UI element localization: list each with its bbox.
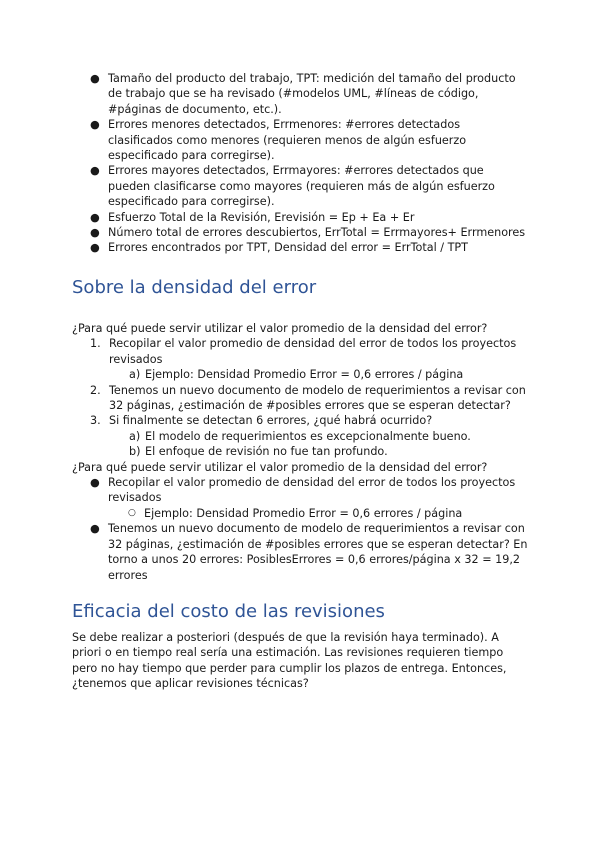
list-item [90,475,530,506]
list-item [90,117,528,163]
list-marker: 3. [90,414,101,428]
ordered-list [90,336,529,459]
bullet-icon: ● [90,164,100,178]
section-body [72,321,532,583]
section-heading: Sobre la densidad del error [72,277,317,298]
list-item-text: Recopilar el valor promedio de densidad del error de todos los proyectos revisados [109,337,517,366]
bullet-icon: ● [90,476,100,490]
list-item-text: El enfoque de revisión no fue tan profundo. [145,445,388,459]
list-item-text: Errores encontrados por TPT, Densidad del error = ErrTotal / TPT [108,241,469,255]
list-item-text: Si finalmente se detectan 6 errores, ¿qué habrá ocurrido? [109,414,433,428]
bullet-icon: ● [90,241,100,255]
bullet-icon: ● [90,210,100,224]
list-item [90,383,529,414]
list-item-text: Recopilar el valor promedio de densidad del error de todos los proyectos revisados [108,476,516,505]
list-item-text: Esfuerzo Total de la Revisión, Erevisión = Ep + Ea + Er [108,210,415,224]
list-item-text: Número total de errores descubiertos, ErrTotal = Errmayores+ Errmenores [108,226,526,240]
metrics-list [90,71,528,256]
list-item-text: Errores menores detectados, Errmenores: #errores detectados clasificados como menores (requieren menos de algún esfuerzo especificado para corregirse). [108,118,467,163]
list-item [90,71,528,117]
list-item [90,336,529,367]
list-item [90,163,528,209]
list-item [90,225,528,240]
question-text: ¿Para qué puede servir utilizar el valor promedio de la densidad del error? [72,322,488,335]
list-marker: a) [129,368,141,382]
sub-list-item [128,506,530,521]
sub-list-item [129,367,529,382]
list-marker: a) [129,429,141,443]
list-item [90,240,528,255]
list-item-text: Tamaño del producto del trabajo, TPT: medición del tamaño del producto de trabajo que se ha revisado (#modelos UML, #líneas de código, #páginas de documento, etc.). [108,72,516,116]
bullet-list [90,475,530,583]
list-item [90,521,530,583]
list-item-text: Errores mayores detectados, Errmayores: #errores detectados que pueden clasificarse como mayores (requieren más de algún esfuerzo especificado para corregirse). [108,164,495,209]
list-item-text: Tenemos un nuevo documento de modelo de requerimientos a revisar con 32 páginas, ¿estimación de #posibles errores que se esperan detectar? En torno a unos 20 errores: PosiblesErrores = 0,6 errores/página x 32 = 19,2 errores [108,522,528,582]
section-heading: Eficacia del costo de las revisiones [72,601,385,622]
list-item-text: Tenemos un nuevo documento de modelo de requerimientos a revisar con 32 páginas, ¿estimación de #posibles errores que se esperan detectar? [109,383,526,413]
list-marker: 2. [90,383,101,397]
bullet-icon: ● [90,118,100,132]
sub-list-item [129,444,529,459]
sub-list-item [129,429,529,444]
bullet-icon: ● [90,522,100,536]
bullet-icon: ● [90,226,100,240]
list-marker: 1. [90,337,101,351]
bullet-icon: ● [90,72,100,85]
list-item [90,413,529,428]
list-item-text: Ejemplo: Densidad Promedio Error = 0,6 errores / página [144,506,463,520]
circle-bullet-icon: ○ [128,507,136,518]
list-item [90,210,528,225]
list-item-text: El modelo de requerimientos es excepcionalmente bueno. [145,429,471,443]
list-item-text: Ejemplo: Densidad Promedio Error = 0,6 errores / página [145,368,464,382]
question-text: ¿Para qué puede servir utilizar el valor promedio de la densidad del error? [72,460,488,474]
body-paragraph: Se debe realizar a posteriori (después de que la revisión haya terminado). A priori o en tiempo real sería una estimación. Las revisiones requieren tiempo pero no hay tiempo que perder para cumplir los plazos de entrega. Entonces, ¿tenemos que aplicar revisiones técnicas? [72,631,507,691]
list-marker: b) [129,445,141,459]
